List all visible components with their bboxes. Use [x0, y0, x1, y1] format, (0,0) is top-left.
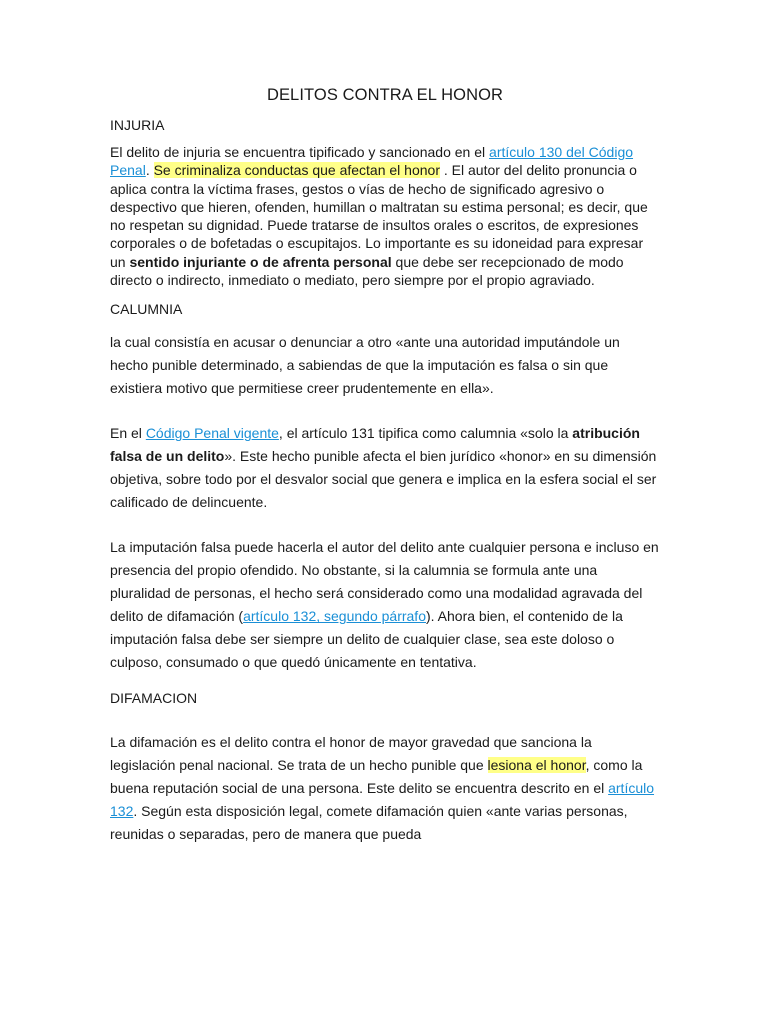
- bold-sentido-injuriante: sentido injuriante o de afrenta personal: [129, 253, 392, 270]
- section-heading-injuria: INJURIA: [110, 117, 165, 133]
- section-heading-calumnia: CALUMNIA: [110, 301, 183, 318]
- injuria-text-2: .: [145, 162, 154, 179]
- bold-atribucion-falsa: atribución falsa de un delito: [110, 425, 640, 465]
- section-heading-difamacion: DIFAMACION: [110, 690, 198, 707]
- link-articulo-132-segundo[interactable]: artículo 132, segundo párrafo: [243, 608, 426, 625]
- link-codigo-penal-vigente[interactable]: Código Penal vigente: [145, 425, 279, 442]
- difamacion-text-2: , como la buena reputación social de una persona. Este delito se encuentra descrito en el: [110, 757, 643, 797]
- highlight-lesiona-honor: lesiona el honor: [487, 757, 586, 774]
- calumnia-p2-text-2: , el artículo 131 tipifica como calumnia «solo la: [278, 425, 573, 442]
- injuria-text-1: El delito de injuria se encuentra tipificado y sancionado en el: [110, 144, 490, 160]
- document-page: [110, 86, 660, 846]
- calumnia-p2-text-1: En el: [110, 425, 146, 442]
- highlight-afectan-honor: Se criminaliza conductas que afectan el honor: [153, 162, 440, 179]
- paragraph-injuria: [110, 143, 660, 289]
- calumnia-p3-text-2: ). Ahora bien, el contenido de la imputación falsa debe ser siempre un delito de cualquier clase, sea este doloso o culposo, consumado o que quedó únicamente en tentativa.: [110, 608, 623, 671]
- difamacion-text-3: . Según esta disposición legal, comete difamación quien «ante varias personas, reunidas o separadas, pero de manera que pueda: [110, 803, 628, 843]
- difamacion-text-1: La difamación es el delito contra el honor de mayor gravedad que sanciona la legislación penal nacional. Se trata de un hecho punible que: [110, 734, 592, 774]
- link-articulo-132[interactable]: artículo 132: [110, 780, 655, 820]
- calumnia-p3-text-1: La imputación falsa puede hacerla el autor del delito ante cualquier persona e incluso en presencia del propio ofendido. No obstante, si la calumnia se formula ante una pluralidad de personas, el hecho será considerado como una modalidad agravada del delito de difamación (: [110, 539, 659, 625]
- paragraph-calumnia-3: [110, 536, 660, 674]
- paragraph-calumnia-2: [110, 422, 660, 514]
- paragraph-difamacion: [110, 731, 660, 846]
- paragraph-calumnia-1: la cual consistía en acusar o denunciar a otro «ante una autoridad imputándole un hecho punible determinado, a sabiendas de que la imputación es falsa o sin que existiera motivo que permitiese creer prudentemente en ella».: [110, 334, 620, 397]
- injuria-text-3: . El autor del delito pronuncia o aplica contra la víctima frases, gestos o vías de hecho de significado agresivo o despectivo que hieren, ofenden, humillan o maltratan su estima personal; es decir, que no respetan su dignidad. Puede tratarse de insultos orales o escritos, de expresiones corporales o de bofetadas o escupitajos. Lo importante es su idoneidad para expresar un: [110, 162, 648, 270]
- link-articulo-130[interactable]: artículo 130 del Código Penal: [110, 144, 634, 179]
- calumnia-p2-text-3: ». Este hecho punible afecta el bien jurídico «honor» en su dimensión objetiva, sobre todo por el desvalor social que genera e implica en la esfera social el ser calificado de delincuente.: [110, 448, 657, 511]
- injuria-text-4: que debe ser recepcionado de modo directo o indirecto, inmediato o mediato, pero siempre por el propio agraviado.: [110, 253, 624, 289]
- document-title: DELITOS CONTRA EL HONOR: [266, 86, 504, 104]
